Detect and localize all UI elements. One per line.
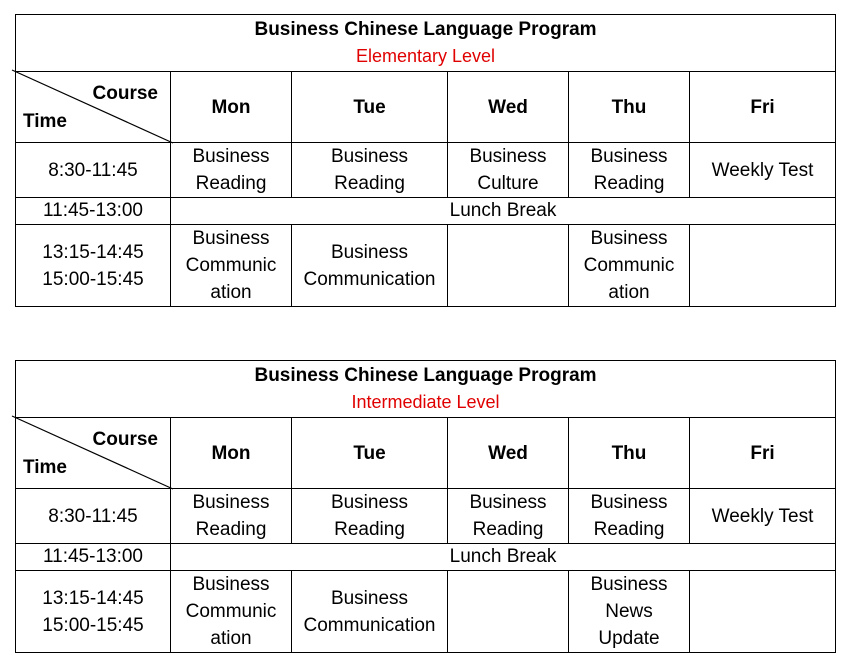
corner-time-label: Time: [23, 111, 68, 132]
time-cell-lunch: 11:45-13:00: [16, 198, 171, 225]
course-cell-tue-afternoon: Business Communication: [292, 571, 448, 653]
course-cell-mon-afternoon: Business Communic ation: [171, 225, 292, 307]
table-row-lunch: [16, 544, 836, 571]
day-header-fri: Fri: [690, 72, 836, 143]
day-header-mon: Mon: [171, 418, 292, 489]
elementary-schedule-table: [15, 14, 836, 307]
day-header-fri: Fri: [690, 418, 836, 489]
corner-course-label: Course: [92, 429, 158, 450]
time-cell-morning: 8:30-11:45: [16, 489, 171, 544]
day-header-tue: Tue: [292, 72, 448, 143]
table-row-morning: [16, 489, 836, 544]
course-cell-fri-afternoon: [690, 571, 836, 653]
course-cell-wed-morning: Business Reading: [448, 489, 569, 544]
corner-time-label: Time: [23, 457, 68, 478]
course-cell-tue-morning: Business Reading: [292, 143, 448, 198]
corner-course-label: Course: [92, 83, 158, 104]
program-title: Business Chinese Language Program: [254, 365, 597, 386]
intermediate-schedule-table: [15, 360, 836, 653]
course-cell-thu-afternoon: Business News Update: [569, 571, 690, 653]
course-cell-mon-morning: Business Reading: [171, 143, 292, 198]
day-header-thu: Thu: [569, 418, 690, 489]
table-row-lunch: [16, 198, 836, 225]
program-title: Business Chinese Language Program: [254, 19, 597, 40]
course-cell-wed-morning: Business Culture: [448, 143, 569, 198]
lunch-break-cell: Lunch Break: [171, 198, 836, 225]
course-cell-tue-afternoon: Business Communication: [292, 225, 448, 307]
course-cell-wed-afternoon: [448, 571, 569, 653]
time-cell-afternoon: 13:15-14:45 15:00-15:45: [16, 225, 171, 307]
time-cell-morning: 8:30-11:45: [16, 143, 171, 198]
corner-header-cell: [16, 418, 171, 489]
course-cell-fri-morning: Weekly Test: [690, 143, 836, 198]
level-title: Elementary Level: [355, 46, 496, 66]
day-header-wed: Wed: [448, 72, 569, 143]
course-cell-mon-afternoon: Business Communic ation: [171, 571, 292, 653]
course-cell-thu-morning: Business Reading: [569, 143, 690, 198]
corner-header-cell: [16, 72, 171, 143]
table-title-cell: [16, 361, 836, 418]
level-title: Intermediate Level: [351, 392, 500, 412]
time-cell-afternoon: 13:15-14:45 15:00-15:45: [16, 571, 171, 653]
table-row-afternoon: [16, 571, 836, 653]
table-title-cell: [16, 15, 836, 72]
lunch-break-cell: Lunch Break: [171, 544, 836, 571]
course-cell-fri-morning: Weekly Test: [690, 489, 836, 544]
course-cell-tue-morning: Business Reading: [292, 489, 448, 544]
course-cell-thu-afternoon: Business Communic ation: [569, 225, 690, 307]
course-cell-thu-morning: Business Reading: [569, 489, 690, 544]
day-header-thu: Thu: [569, 72, 690, 143]
day-header-mon: Mon: [171, 72, 292, 143]
table-row-morning: [16, 143, 836, 198]
table-row-afternoon: [16, 225, 836, 307]
course-cell-wed-afternoon: [448, 225, 569, 307]
day-header-tue: Tue: [292, 418, 448, 489]
day-header-wed: Wed: [448, 418, 569, 489]
course-cell-fri-afternoon: [690, 225, 836, 307]
course-cell-mon-morning: Business Reading: [171, 489, 292, 544]
time-cell-lunch: 11:45-13:00: [16, 544, 171, 571]
